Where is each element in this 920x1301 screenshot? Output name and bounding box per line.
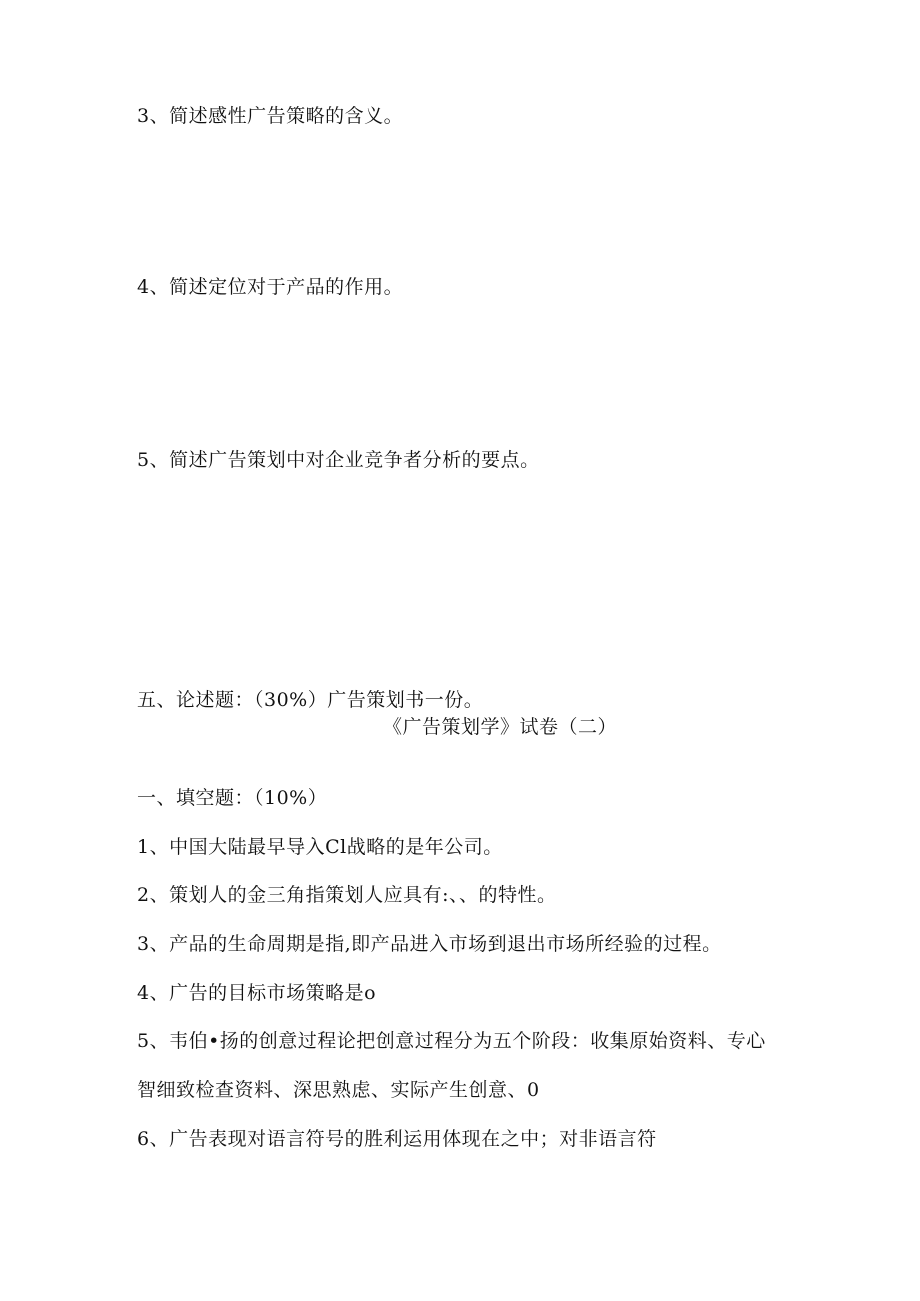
fill-blank-item-1: 1、中国大陆最早导入Cl战略的是年公司。 [137, 836, 503, 858]
fill-blank-item-2: 2、策划人的金三角指策划人应具有:、、的特性。 [137, 884, 557, 906]
question-3: 3、简述感性广告策略的含义。 [137, 105, 404, 127]
question-5: 5、简述广告策划中对企业竞争者分析的要点。 [137, 449, 540, 471]
fill-blank-item-3: 3、产品的生命周期是指,即产品进入市场到退出市场所经验的过程。 [137, 933, 722, 955]
question-4: 4、简述定位对于产品的作用。 [137, 276, 404, 298]
fill-blank-heading: 一、填空题：（10%） [137, 787, 328, 809]
fill-blank-item-5-continued: 智细致检查资料、深思熟虑、实际产生创意、0 [137, 1079, 540, 1101]
essay-section-heading: 五、论述题：（30%）广告策划书一份。 [137, 689, 484, 711]
fill-blank-item-4: 4、广告的目标市场策略是o [137, 982, 377, 1004]
exam-title: 《广告策划学》试卷（二） [382, 716, 617, 738]
fill-blank-item-5: 5、韦伯•扬的创意过程论把创意过程分为五个阶段：收集原始资料、专心 [137, 1030, 766, 1052]
fill-blank-item-6: 6、广告表现对语言符号的胜利运用体现在之中；对非语言符 [137, 1128, 657, 1150]
